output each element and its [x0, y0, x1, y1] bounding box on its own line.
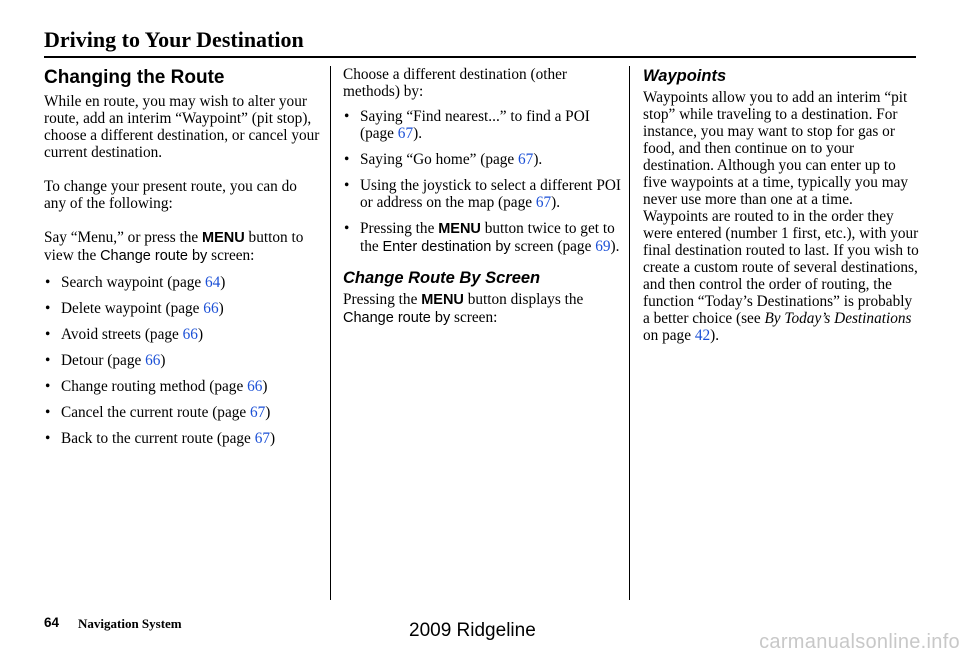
paragraph: Choose a different destination (other methods) by:: [343, 66, 568, 100]
list-item: • Delete waypoint (page 66): [44, 300, 320, 317]
screen-name: Change route by: [343, 310, 451, 326]
page-link[interactable]: 67: [397, 125, 414, 142]
list-item: • Search waypoint (page 64): [44, 274, 320, 291]
section-heading-changing-route: Changing the Route: [44, 67, 225, 88]
list-item: • Saying “Find nearest...” to find a POI (page 67).: [343, 108, 625, 142]
watermark: carmanualsonline.info: [759, 631, 960, 653]
page-link[interactable]: 42: [694, 327, 711, 344]
page-number: 64: [44, 615, 60, 630]
list-item: • Avoid streets (page 66): [44, 326, 320, 343]
screen-name: Enter destination by: [382, 239, 511, 255]
page-link[interactable]: 67: [535, 194, 552, 211]
section-heading-waypoints: Waypoints: [643, 67, 727, 85]
text: Say “Menu,” or press the: [44, 229, 203, 246]
paragraph: Waypoints allow you to add an interim “pit stop” while traveling to a destination. For instance, you may want to stop for gas or food, and then continue on to your destination. Although you can enter up to five waypoints at a time, typically you may never use more than one at a time. Waypoints are routed to in the order they were entered (number 1 first, etc.), with your final destination routed to last. If you wish to create a custom route of several destinations, and then control the order of routing, the function “Today’s Destinations” is probably a better choice (see By Today’s Destinations on page 42).: [643, 89, 919, 344]
footer-label: Navigation System: [78, 616, 182, 631]
text: button to view the: [44, 229, 304, 264]
menu-button-label: MENU: [202, 230, 245, 246]
page-link[interactable]: 66: [182, 326, 198, 343]
destination-options-list: [343, 108, 625, 256]
column-divider-2: [629, 66, 630, 600]
column-1: [44, 66, 320, 456]
paragraph: Pressing the MENU button displays the Change route by screen:: [343, 291, 584, 326]
page-link[interactable]: 69: [595, 238, 611, 255]
list-item: • Detour (page 66): [44, 352, 320, 369]
section-heading-change-route-by-screen: Change Route By Screen: [343, 269, 541, 287]
page-link[interactable]: 66: [145, 352, 161, 369]
page-link[interactable]: 66: [247, 378, 263, 395]
paragraph: While en route, you may wish to alter your route, add an interim “Waypoint” (pit stop), choose a different destination, or cancel your current destination.: [44, 93, 320, 161]
list-item: • Using the joystick to select a different POI or address on the map (page 67).: [343, 177, 625, 211]
list-item: • Pressing the MENU button twice to get to the Enter destination by screen (page 69).: [343, 220, 625, 256]
route-options-list: [44, 274, 320, 447]
page-link[interactable]: 64: [205, 274, 221, 291]
paragraph: To change your present route, you can do any of the following:: [44, 178, 297, 212]
list-item: • Back to the current route (page 67): [44, 430, 320, 447]
vehicle-model: 2009 Ridgeline: [409, 620, 536, 641]
column-divider-1: [330, 66, 331, 600]
page-link[interactable]: 67: [254, 430, 270, 447]
list-item: • Change routing method (page 66): [44, 378, 320, 395]
list-item: • Cancel the current route (page 67): [44, 404, 320, 421]
screen-name: Change route by: [100, 248, 208, 264]
paragraph: [44, 229, 320, 265]
column-3: [643, 66, 919, 361]
menu-button-label: MENU: [438, 221, 481, 237]
column-2: [343, 66, 625, 344]
menu-button-label: MENU: [421, 292, 464, 308]
header-rule: [44, 56, 916, 58]
page-title: Driving to Your Destination: [44, 27, 304, 52]
page-link[interactable]: 67: [250, 404, 266, 421]
cross-reference-title: By Today’s Destinations: [764, 310, 912, 327]
page-link[interactable]: 66: [203, 300, 219, 317]
page-link[interactable]: 67: [518, 151, 534, 168]
text: screen:: [207, 247, 255, 264]
list-item: • Saying “Go home” (page 67).: [343, 151, 625, 168]
